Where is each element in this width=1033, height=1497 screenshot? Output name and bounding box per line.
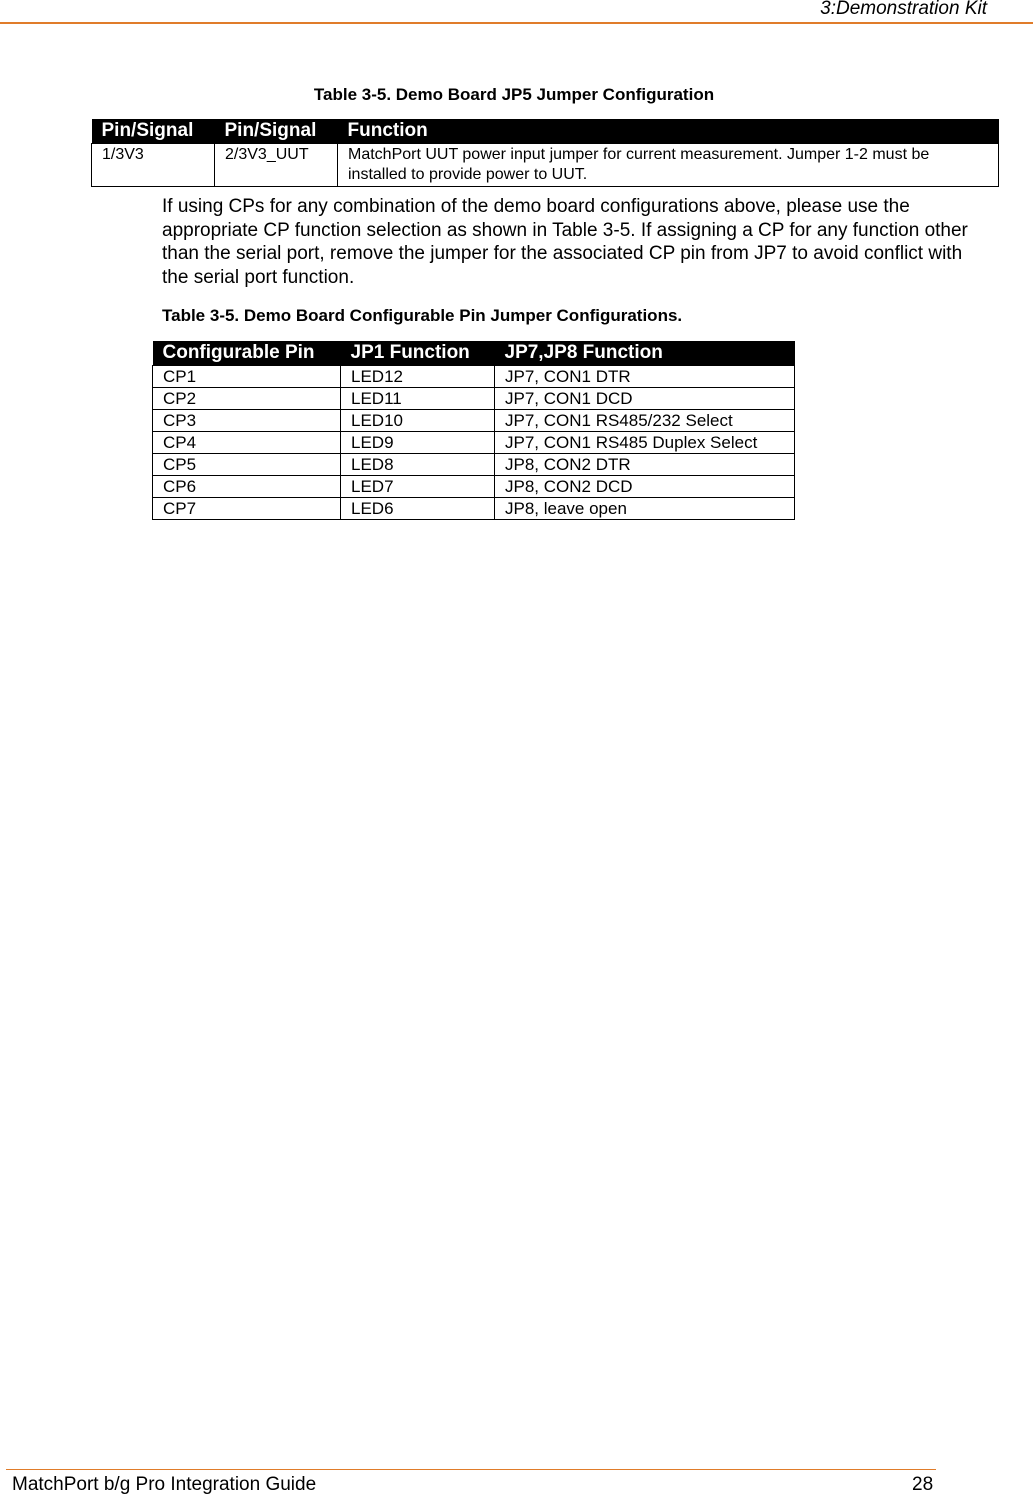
table-cell: 2/3V3_UUT xyxy=(215,144,338,187)
table-row xyxy=(153,410,795,432)
column-header: JP1 Function xyxy=(341,341,495,366)
table-header-row xyxy=(92,119,999,144)
table-row xyxy=(92,144,999,187)
table-cell: CP4 xyxy=(153,432,341,454)
table-cell: JP8, CON2 DCD xyxy=(495,476,795,498)
column-header: Pin/Signal xyxy=(92,119,215,144)
table-cell: JP7, CON1 RS485 Duplex Select xyxy=(495,432,795,454)
table-cell: JP7, CON1 DCD xyxy=(495,388,795,410)
running-header: 3:Demonstration Kit xyxy=(820,0,987,19)
table-cell: LED7 xyxy=(341,476,495,498)
table2-caption: Table 3-5. Demo Board Configurable Pin Jumper Configurations. xyxy=(162,306,683,325)
table-cell: CP6 xyxy=(153,476,341,498)
table-row xyxy=(153,366,795,388)
table-cell: LED8 xyxy=(341,454,495,476)
table-cell: 1/3V3 xyxy=(92,144,215,187)
table-row xyxy=(153,432,795,454)
table-cell: JP8, CON2 DTR xyxy=(495,454,795,476)
column-header: Configurable Pin xyxy=(153,341,341,366)
column-header: Function xyxy=(338,119,999,144)
header-rule xyxy=(0,22,1033,24)
jp5-jumper-table xyxy=(91,119,999,187)
table-cell: CP2 xyxy=(153,388,341,410)
body-paragraph: If using CPs for any combination of the demo board configurations above, please use the appropriate CP function selection as shown in Table 3-5. If assigning a CP for any function other than the serial port, remove the jumper for the associated CP pin from JP7 to avoid conflict with the serial port function. xyxy=(162,196,968,288)
table-cell: LED6 xyxy=(341,498,495,520)
table-cell: JP7, CON1 RS485/232 Select xyxy=(495,410,795,432)
table-cell: JP8, leave open xyxy=(495,498,795,520)
table-cell: LED10 xyxy=(341,410,495,432)
table-cell: CP5 xyxy=(153,454,341,476)
table-row xyxy=(153,454,795,476)
table-cell: CP7 xyxy=(153,498,341,520)
page-number: 28 xyxy=(912,1474,934,1495)
table-row xyxy=(153,498,795,520)
table-cell: CP3 xyxy=(153,410,341,432)
table-cell: LED9 xyxy=(341,432,495,454)
table1-caption: Table 3-5. Demo Board JP5 Jumper Configuration xyxy=(313,85,715,104)
footer-rule xyxy=(6,1469,936,1470)
table-cell: MatchPort UUT power input jumper for current measurement. Jumper 1-2 must be installed to provide power to UUT. xyxy=(338,144,999,187)
table-cell: JP7, CON1 DTR xyxy=(495,366,795,388)
table-cell: CP1 xyxy=(153,366,341,388)
column-header: Pin/Signal xyxy=(215,119,338,144)
configurable-pin-table xyxy=(152,341,795,520)
table-cell: LED11 xyxy=(341,388,495,410)
footer-document-title: MatchPort b/g Pro Integration Guide xyxy=(12,1474,317,1495)
table-row xyxy=(153,388,795,410)
table-header-row xyxy=(153,341,795,366)
table-row xyxy=(153,476,795,498)
column-header: JP7,JP8 Function xyxy=(495,341,795,366)
table-cell: LED12 xyxy=(341,366,495,388)
